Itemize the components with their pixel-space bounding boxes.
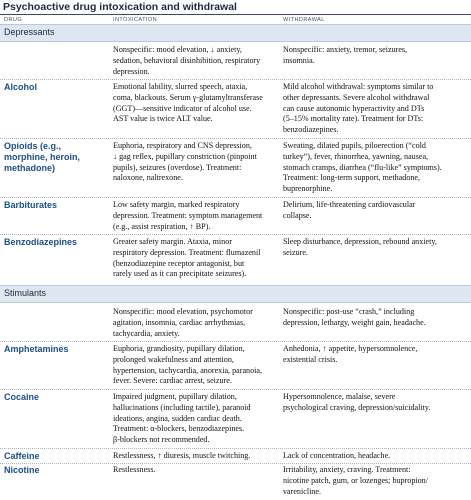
text-line: rarely used as it can precipitate seizures). (113, 269, 247, 279)
stimulants-nonspecific-intoxication (113, 307, 275, 339)
row-separator (0, 448, 471, 449)
text-line: Restlessness. (113, 465, 156, 474)
text-line: varenicline. (283, 486, 321, 496)
drug-cocaine (4, 392, 96, 403)
row-separator (0, 341, 471, 342)
text-line: Cocaine (4, 392, 40, 402)
text-line: Benzodiazepines (4, 237, 78, 247)
text-line: Anhedonia, ↑ appetite, hypersomnolence, (283, 344, 418, 353)
text-line: Mild alcohol withdrawal: symptoms similar to (283, 82, 434, 91)
text-line: seizure. (283, 247, 308, 257)
opioids-withdrawal (283, 141, 467, 195)
header-intoxication: INTOXICATION (113, 17, 158, 23)
text-line: other depressants. Severe alcohol withdrawal (283, 92, 430, 102)
drug-amphetamines (4, 344, 96, 355)
caffeine-withdrawal (283, 451, 467, 462)
drug-caffeine (4, 451, 96, 462)
caffeine-intoxication (113, 451, 275, 462)
section-depressants (0, 24, 471, 42)
text-line: ideations, angina, sudden cardiac death. (113, 413, 242, 423)
section-stimulants-label: Stimulants (4, 288, 47, 298)
text-line: Lack of concentration, headache. (283, 451, 391, 460)
amphetamines-intoxication (113, 344, 275, 387)
section-depressants-label: Depressants (4, 27, 55, 37)
text-line: (5–15% mortality rate). Treatment for DTs: (283, 114, 424, 124)
barbiturates-withdrawal (283, 200, 467, 222)
text-line: tachycardia, anxiety. (113, 328, 180, 338)
alcohol-intoxication (113, 82, 275, 125)
row-separator (0, 79, 471, 80)
depressants-nonspecific-intoxication (113, 45, 275, 77)
text-line: Impaired judgment, pupillary dilation, (113, 392, 237, 401)
text-line: Sweating, dilated pupils, piloerection (“cold (283, 141, 426, 150)
text-line: can cause autonomic hyperactivity and DTs (283, 103, 425, 113)
text-line: depression, lethargy, weight gain, headache. (283, 317, 426, 327)
text-line: ↓ gag reflex, pupillary constriction (pinpoint (113, 151, 257, 161)
text-line: Barbiturates (4, 200, 58, 210)
text-line: Nicotine (4, 465, 40, 475)
text-line: Sleep disturbance, depression, rebound anxiety, (283, 237, 437, 246)
text-line: Nonspecific: mood elevation, ↓ anxiety, (113, 45, 242, 54)
text-line: hypertension, tachycardia, anorexia, paranoia, (113, 365, 262, 375)
text-line: insomnia. (283, 55, 315, 65)
text-line: AST value is twice ALT value. (113, 114, 213, 124)
text-line: Euphoria, grandiosity, pupillary dilation, (113, 344, 245, 353)
row-separator (0, 234, 471, 235)
drug-benzodiazepines (4, 237, 96, 248)
text-line: naloxone, naltrexone. (113, 173, 183, 183)
text-line: Caffeine (4, 451, 40, 461)
row-separator (0, 463, 471, 464)
text-line: Treatment: α-blockers, benzodiazepines. (113, 424, 245, 434)
text-line: collapse. (283, 210, 312, 220)
text-line: coma, blackouts. Serum γ-glutamyltransferase (113, 92, 263, 102)
row-separator (0, 389, 471, 390)
text-line: Greater safety margin. Ataxia, minor (113, 237, 232, 246)
text-line: Nonspecific: post-use “crash,” including (283, 307, 415, 316)
nicotine-withdrawal (283, 465, 467, 497)
text-line: Emotional lability, slurred speech, ataxia, (113, 82, 248, 91)
title-rule (0, 14, 471, 15)
text-line: (benzodiazepine receptor antagonist, but (113, 258, 245, 268)
stimulants-nonspecific-withdrawal (283, 307, 467, 329)
text-line: methadone) (4, 162, 56, 173)
drug-alcohol (4, 82, 96, 93)
opioids-intoxication (113, 141, 275, 184)
text-line: Hypersomnolence, malaise, severe (283, 392, 396, 401)
text-line: Irritability, anxiety, craving. Treatment: (283, 465, 411, 474)
text-line: prolonged wakefulness and attention, (113, 354, 234, 364)
text-line: β-blockers not recommended. (113, 435, 210, 445)
cocaine-withdrawal (283, 392, 467, 414)
text-line: Opioids (e.g., (4, 141, 62, 151)
text-line: Delirium, life-threatening cardiovascular (283, 200, 416, 209)
text-line: stomach cramps, diarrhea (“flu-like” symptoms). (283, 162, 442, 172)
page-title: Psychoactive drug intoxication and withdrawal (3, 1, 237, 13)
text-line: Restlessness, ↑ diuresis, muscle twitching. (113, 451, 251, 460)
row-separator (0, 197, 471, 198)
header-withdrawal: WITHDRAWAL (283, 17, 325, 23)
nicotine-intoxication (113, 465, 275, 476)
barbiturates-intoxication (113, 200, 275, 232)
text-line: psychological craving, depression/suicidality. (283, 402, 431, 412)
cocaine-intoxication (113, 392, 275, 446)
alcohol-withdrawal (283, 82, 467, 136)
drug-opioids (4, 141, 96, 173)
text-line: depression. (113, 66, 150, 76)
text-line: Nonspecific: anxiety, tremor, seizures, (283, 45, 408, 54)
text-line: Treatment: long-term support, methadone, (283, 173, 421, 183)
text-line: fever. Severe: cardiac arrest, seizure. (113, 376, 232, 386)
drug-barbiturates (4, 200, 96, 211)
text-line: depression. Treatment: symptom management (113, 210, 263, 220)
text-line: sedation, behavioral disinhibition, respiratory (113, 55, 261, 65)
benzodiazepines-intoxication (113, 237, 275, 280)
depressants-nonspecific-withdrawal (283, 45, 467, 67)
text-line: Euphoria, respiratory and CNS depression, (113, 141, 252, 150)
text-line: (e.g., assist respiration, ↑ BP). (113, 221, 211, 231)
text-line: Alcohol (4, 82, 37, 92)
text-line: pupils), seizures (overdose). Treatment: (113, 162, 242, 172)
amphetamines-withdrawal (283, 344, 467, 366)
text-line: turkey”), fever, rhinorrhea, yawning, nausea, (283, 151, 429, 161)
text-line: Nonspecific: mood elevation, psychomotor (113, 307, 253, 316)
drug-nicotine (4, 465, 96, 476)
text-line: agitation, insomnia, cardiac arrhythmias, (113, 317, 246, 327)
text-line: nicotine patch, gum, or lozenges; bupropion/ (283, 475, 428, 485)
text-line: morphine, heroin, (4, 151, 81, 162)
text-line: Amphetamines (4, 344, 69, 354)
benzodiazepines-withdrawal (283, 237, 467, 259)
text-line: Low safety margin, marked respiratory (113, 200, 240, 209)
row-separator (0, 138, 471, 139)
text-line: (GGT)—sensitive indicator of alcohol use. (113, 103, 252, 113)
header-drug: DRUG (4, 17, 23, 23)
text-line: respiratory depression. Treatment: flumazenil (113, 247, 261, 257)
text-line: benzodiazepines. (283, 125, 339, 135)
text-line: existential crisis. (283, 354, 338, 364)
text-line: hallucinations (including tactile), paranoid (113, 402, 251, 412)
text-line: buprenorphine. (283, 184, 333, 194)
section-stimulants (0, 285, 471, 303)
